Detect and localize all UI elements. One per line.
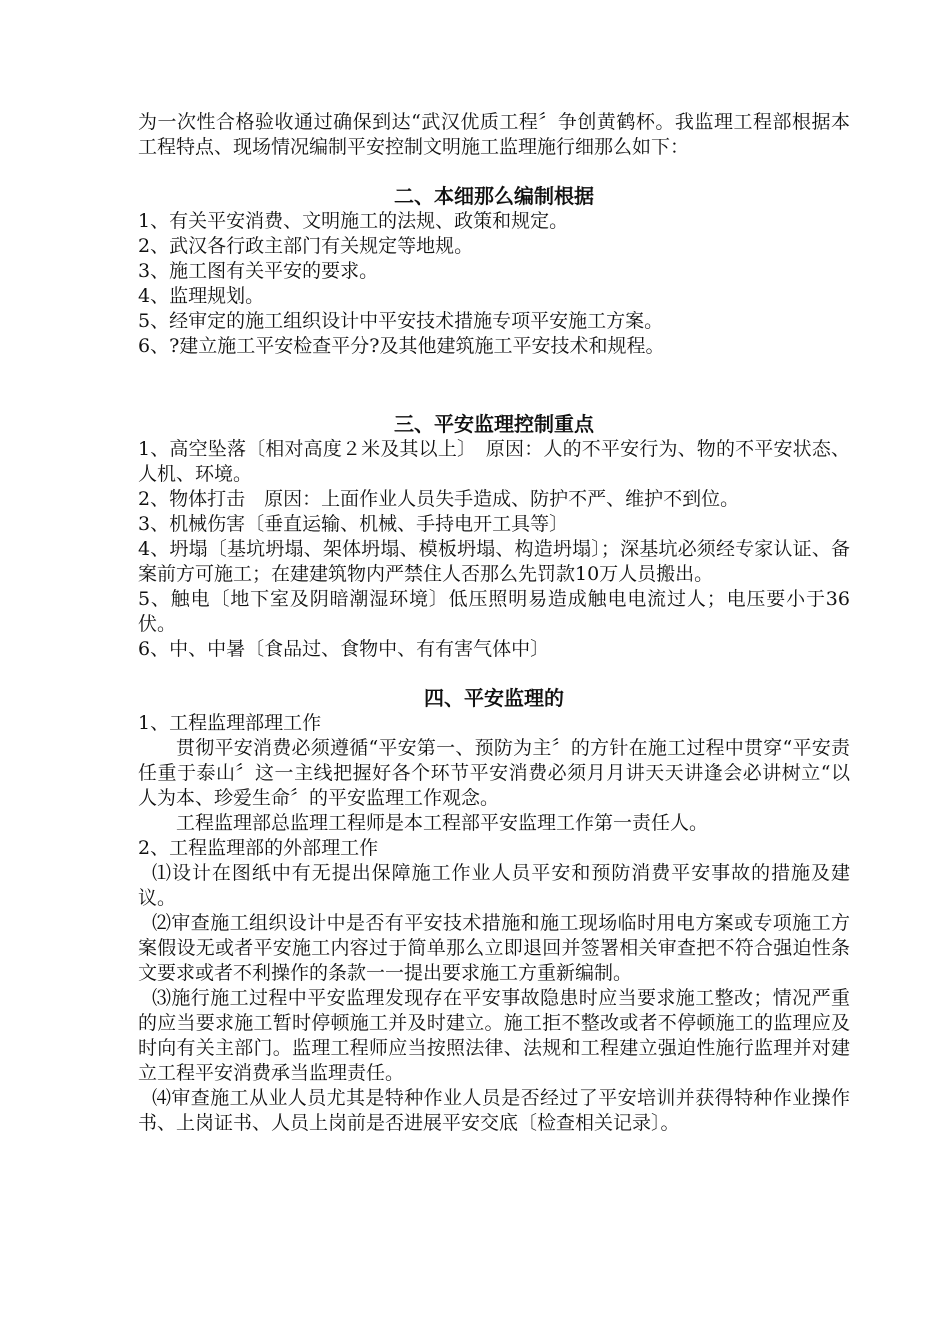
section3-item: 2、物体打击 原因：上面作业人员失手造成、防护不严、维护不到位。 (138, 488, 740, 510)
section4-paragraph: 工程监理部总监理工程师是本工程部平安监理工作第一责任人。 (176, 812, 709, 834)
spacer (138, 662, 850, 686)
section4-subheading: 2、工程监理部的外部理工作 (138, 837, 379, 859)
section4-item: ⑶施行施工过程中平安监理发现存在平安事故隐患时应当要求施工整改；情况严重的应当要求施工暂时停顿施工并及时建立。施工拒不整改或者不停顿施工的监理应及时向有关主部门。监理工程师应当按照法律、法规和工程建立强迫性施行监理并对建立工程平安消费承当监理责任。 (138, 987, 850, 1084)
spacer (138, 160, 850, 184)
section4-item: ⑷审查施工从业人员尤其是特种作业人员是否经过了平安培训并获得特种作业操作书、上岗证书、人员上岗前是否进展平安交底〔检查相关记录〕。 (138, 1087, 850, 1134)
section2-item: 3、施工图有关平安的要求。 (138, 260, 379, 282)
section4-paragraph: 贯彻平安消费必须遵循“平安第一、预防为主〞的方针在施工过程中贯穿“平安责任重于泰山〞这一主线把握好各个环节平安消费必须月月讲天天讲逢会必讲树立“以人为本、珍爱生命〞的平安监理工作观念。 (138, 737, 850, 809)
section4-item: ⑵审查施工组织设计中是否有平安技术措施和施工现场临时用电方案或专项施工方案假设无或者平安施工内容过于简单那么立即退回并签署相关审查把不符合强迫性条文要求或者不利操作的条款一一提出要求施工方重新编制。 (138, 912, 850, 984)
spacer (138, 359, 850, 412)
section3-heading: 三、平安监理控制重点 (394, 412, 594, 436)
section2-item: 1、有关平安消费、文明施工的法规、政策和规定。 (138, 210, 569, 232)
section2-item: 4、监理规划。 (138, 285, 265, 307)
section4-item: ⑴设计在图纸中有无提出保障施工作业人员平安和预防消费平安事故的措施及建议。 (138, 862, 850, 909)
section3-item: 3、机械伤害〔垂直运输、机械、手持电开工具等〕 (138, 513, 569, 535)
intro-paragraph: 为一次性合格验收通过确保到达“武汉优质工程〞争创黄鹤杯。我监理工程部根据本工程特点、现场情况编制平安控制文明施工监理施行细那么如下： (138, 111, 850, 158)
section4-heading: 四、平安监理的 (424, 686, 564, 710)
section3-item: 5、触电〔地下室及阴暗潮湿环境〕低压照明易造成触电电流过人；电压要小于36伏。 (138, 588, 850, 635)
section2-item: 5、经审定的施工组织设计中平安技术措施专项平安施工方案。 (138, 310, 664, 332)
section3-item: 1、高空坠落〔相对高度２米及其以上〕 原因：人的不平安行为、物的不平安状态、人机、环境。 (138, 438, 850, 485)
section2-heading: 二、本细那么编制根据 (394, 184, 594, 208)
section2-item: 6、?建立施工平安检查平分?及其他建筑施工平安技术和规程。 (138, 335, 665, 357)
section4-subheading: 1、工程监理部理工作 (138, 712, 322, 734)
section3-item: 6、中、中暑〔食品过、食物中、有有害气体中〕 (138, 638, 550, 660)
section2-item: 2、武汉各行政主部门有关规定等地规。 (138, 235, 474, 257)
document-page (138, 110, 850, 1136)
section3-item: 4、坍塌〔基坑坍塌、架体坍塌、模板坍塌、构造坍塌〕；深基坑必须经专家认证、备案前方可施工；在建建筑物内严禁住人否那么先罚款10万人员搬出。 (138, 538, 850, 585)
